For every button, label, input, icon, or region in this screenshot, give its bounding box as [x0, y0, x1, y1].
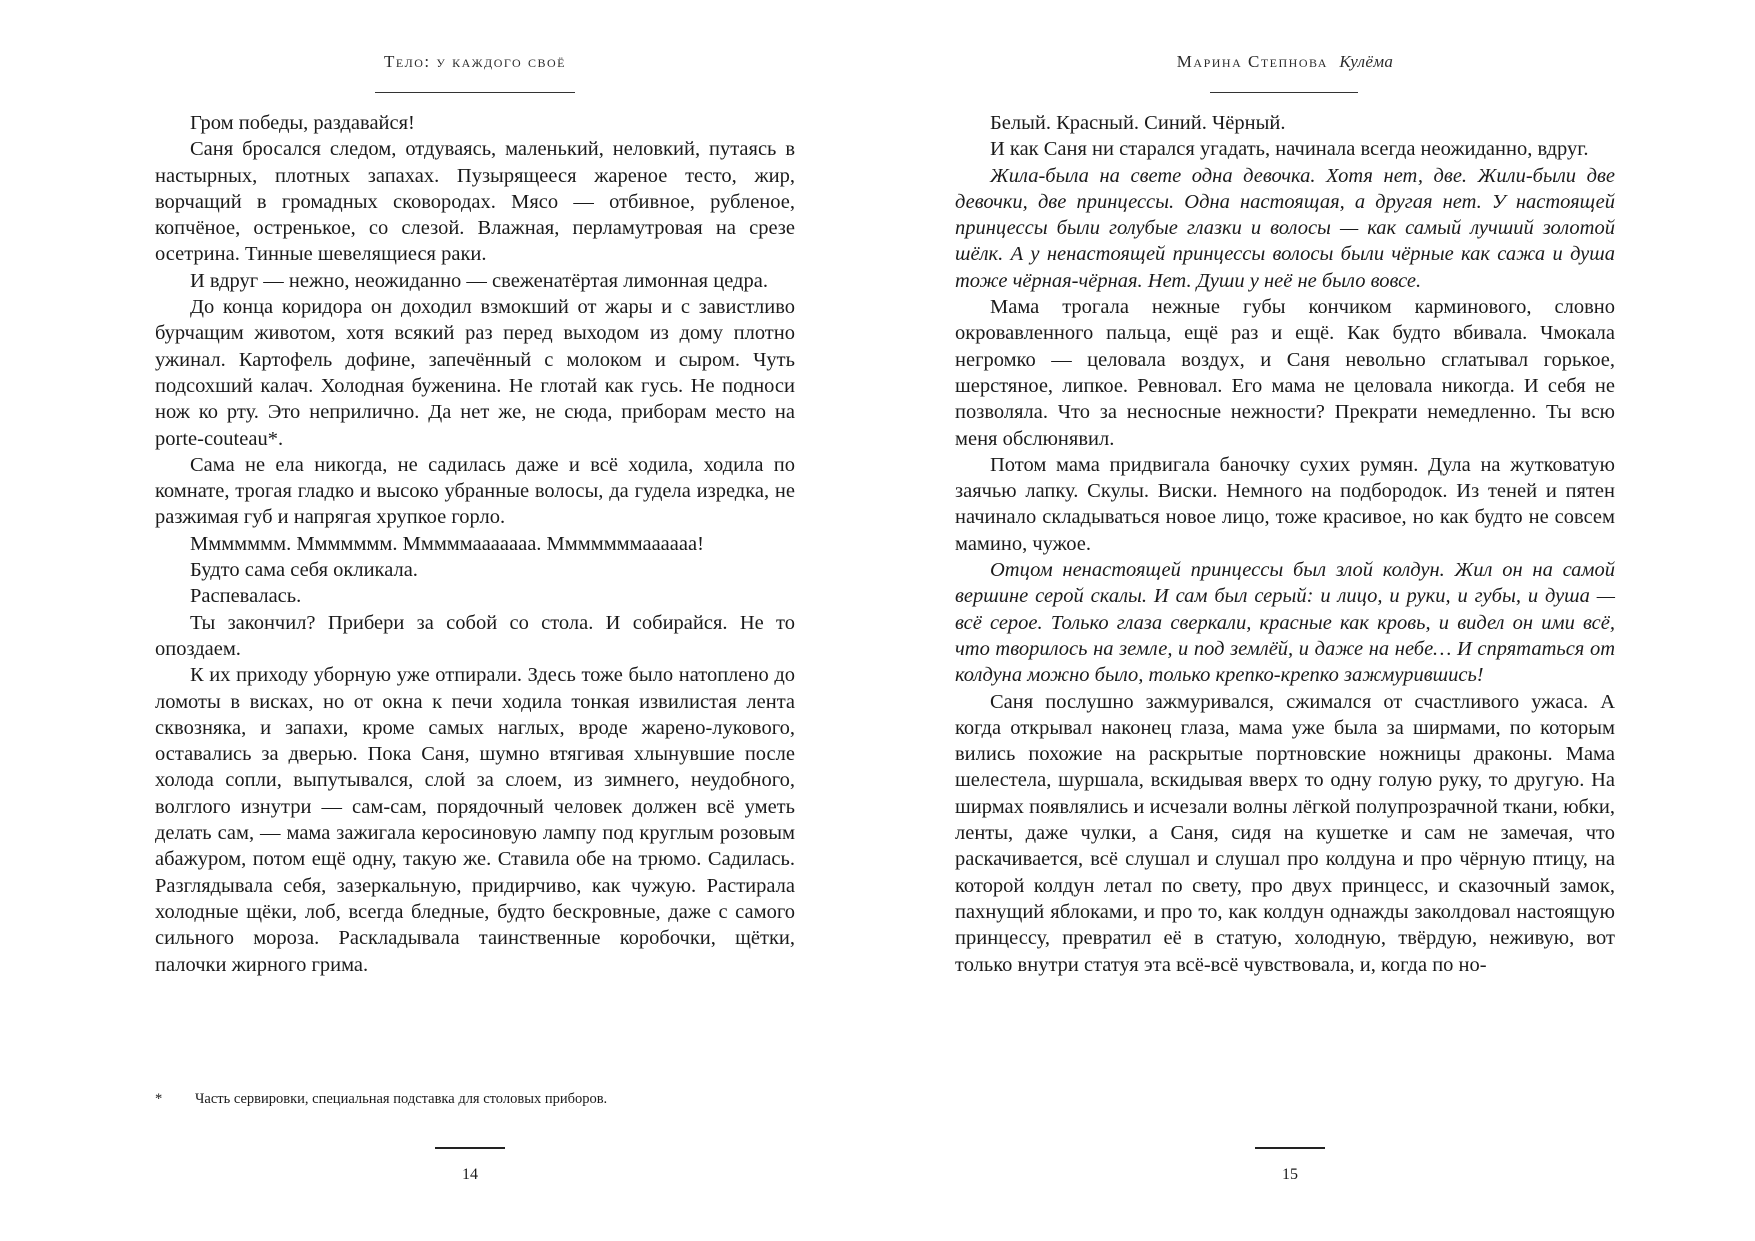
folio-rule-left: [435, 1147, 505, 1149]
paragraph: Распевалась.: [190, 585, 302, 608]
paragraph: Саня бросался следом, отдуваясь, маленький, неловкий, путаясь в настырных, плотных запахах. Пузырящееся жареное тесто, жир, ворчащий в громадных сковородах. Мясо — отбивное, рубленое, копчёное, остренькое, со слезой. Влажная, перламутровая на срезе осетрина. Тинные шевелящиеся раки.: [155, 138, 795, 266]
right-body-text: [955, 110, 1615, 978]
footnote-text: Часть сервировки, специальная подставка для столовых приборов.: [195, 1091, 608, 1107]
paragraph: Мама трогала нежные губы кончиком карминового, словно окровавленного пальца, ещё раз и ещё. Как будто вбивала. Чмокала негромко — целовала воздух, и Саня невольно сглатывал горькое, шерстяное, липкое. Ревновал. Его мама не целовала никогда. И себя не позволяла. Что за несносные нежности? Прекрати немедленно. Ты всю меня обслюнявил.: [955, 296, 1615, 450]
paragraph: Будто сама себя окликала.: [190, 559, 418, 582]
running-head-author: Марина Степнова: [1176, 52, 1328, 71]
folio-rule-right: [1255, 1147, 1325, 1149]
paragraph: Сама не ела никогда, не садилась даже и всё ходила, ходила по комнате, трогая гладко и высоко убранные волосы, да гудела изредка, не разжимая губ и напрягая хрупкое горло.: [155, 453, 795, 529]
page-number-left: 14: [462, 1166, 478, 1183]
paragraph: И вдруг — нежно, неожиданно — свеженатёртая лимонная цедра.: [190, 269, 768, 292]
paragraph: Жила-была на свете одна девочка. Хотя нет, две. Жили-были две девочки, две принцессы. Одна настоящая, а другая нет. У настоящей принцессы были голубые глазки и волосы — как самый лучший золотой шёлк. А у ненастоящей принцессы волосы были чёрные как сажа и душа тоже чёрная-чёрная. Нет. Души у неё не было вовсе.: [955, 164, 1615, 292]
paragraph: Отцом ненастоящей принцессы был злой колдун. Жил он на самой вершине серой скалы. И сам был серый: и лицо, и руки, и губы, и душа — всё серое. Только глаза сверкали, красные как кровь, и видел он ими всё, что творилось на земле, и под землёй, и даже на небе… И спрятаться от колдуна можно было, только крепко-крепко зажмурившись!: [955, 559, 1615, 687]
right-page: [955, 0, 1615, 1241]
left-body-text: [155, 110, 795, 978]
paragraph: Ммммммм. Ммммммм. Мммммааааааа. Мммммммаааааа!: [190, 532, 704, 555]
running-head-left: Тело: у каждого своё: [384, 52, 566, 71]
running-head-title: Кулёма: [1339, 52, 1394, 71]
paragraph: И как Саня ни старался угадать, начинала всегда неожиданно, вдруг.: [990, 138, 1589, 161]
footnote: [155, 1090, 795, 1108]
running-head-right: [955, 52, 1615, 72]
paragraph: До конца коридора он доходил взмокший от жары и с завистливо бурчащим животом, хотя всякий раз перед выходом из дому плотно ужинал. Картофель дофине, запечённый с молоком и сыром. Чуть подсохший калач. Холодная буженина. Не глотай как гусь. Не подноси нож ко рту. Это неприлично. Да нет же, не сюда, приборам место на porte-couteau*.: [155, 296, 795, 450]
head-rule-right: [1210, 92, 1358, 93]
paragraph: Ты закончил? Прибери за собой со стола. И собирайся. Не то опоздаем.: [155, 611, 795, 660]
paragraph: Белый. Красный. Синий. Чёрный.: [990, 112, 1286, 134]
paragraph: Саня послушно зажмуривался, сжимался от счастливого ужаса. А когда открывал наконец глаза, мама уже была за ширмами, по которым вились похожие на раскрытые портновские ножницы драконы. Мама шелестела, шуршала, вскидывая вверх то одну голую руку, то другую. На ширмах появлялись и исчезали волны лёгкой полупрозрачной ткани, юбки, ленты, даже чулки, а Саня, сидя на кушетке и сам не замечая, что раскачивается, всё слушал и слушал про колдуна и про чёрную птицу, на которой колдун летал по свету, про двух принцесс, и сказочный замок, пахнущий яблоками, и про то, как колдун однажды заколдовал настоящую принцессу, превратил её в статую, холодную, твёрдую, неживую, вот только внутри статуя эта всё-всё чувствовала, и, когда по но-: [955, 690, 1615, 976]
left-page: [155, 0, 795, 1241]
page-number-right: 15: [1282, 1166, 1298, 1183]
paragraph: Потом мама придвигала баночку сухих румян. Дула на жутковатую заячью лапку. Скулы. Виски. Немного на подбородок. Из теней и пятен начинало складываться новое лицо, тоже красивое, но как будто не совсем мамино, чужое.: [955, 453, 1615, 555]
footnote-mark: *: [155, 1091, 163, 1107]
paragraph: Гром победы, раздавайся!: [190, 112, 415, 134]
paragraph: К их приходу уборную уже отпирали. Здесь тоже было натоплено до ломоты в висках, но от окна к печи ходила тонкая извилистая лента сквозняка, и запахи, кроме самых наглых, вроде жарено-лукового, оставались за дверью. Пока Саня, шумно втягивая хлынувшие после холода сопли, выпутывался, слой за слоем, из зимнего, неудобного, волглого изнутри — сам-сам, порядочный человек должен всё уметь делать сам, — мама зажигала керосиновую лампу под круглым розовым абажуром, потом ещё одну, такую же. Ставила обе на трюмо. Садилась. Разглядывала себя, зазеркальную, придирчиво, как чужую. Растирала холодные щёки, лоб, всегда бледные, будто бескровные, даже с самого сильного мороза. Раскладывала таинственные коробочки, щётки, палочки жирного грима.: [155, 664, 795, 976]
head-rule-left: [375, 92, 575, 93]
